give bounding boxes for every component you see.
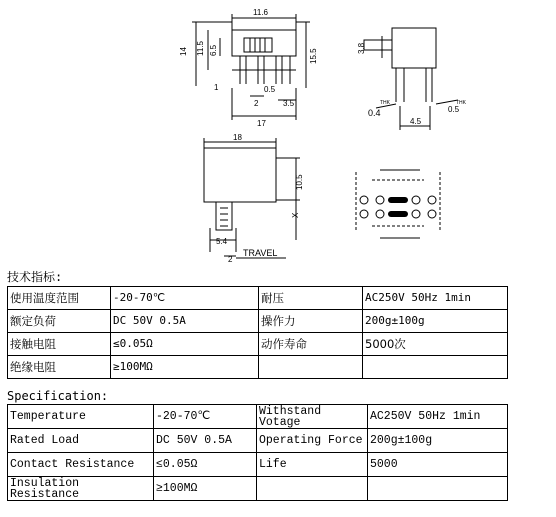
cell-label: Contact Resistance (8, 453, 154, 477)
cell-value: 5000 (368, 453, 508, 477)
dim-18: 18 (233, 133, 242, 142)
cell-value: ≥100MΩ (154, 477, 257, 501)
cell-value: DC 50V 0.5A (111, 310, 259, 333)
travel-label: TRAVEL (243, 248, 278, 258)
dim-thk-1: THK (380, 100, 390, 106)
cell-empty (259, 356, 363, 379)
table-row (8, 477, 508, 501)
switch-body-bottom (204, 148, 276, 202)
cell-value: AC250V 50Hz 1min (368, 405, 508, 429)
dim-10-5: 10.5 (295, 174, 304, 190)
cell-value: 200g±100g (363, 310, 508, 333)
dim-15-5: 15.5 (309, 48, 318, 64)
cell-label: 绝缘电阻 (8, 356, 111, 379)
table-row (8, 429, 508, 453)
cell-value: ≥100MΩ (111, 356, 259, 379)
dim-5-4: 5.4 (216, 237, 228, 246)
dim-3-5: 3.5 (283, 99, 295, 108)
cell-empty (363, 356, 508, 379)
dim-1: 1 (214, 83, 219, 92)
dim-0-4: 0.4 (368, 108, 381, 118)
dim-11-6: 11.6 (253, 8, 268, 17)
spec-table-cn (7, 286, 508, 379)
section-title-cn: 技术指标: (7, 270, 63, 284)
cell-label: 额定负荷 (8, 310, 111, 333)
spec-table-en (7, 404, 508, 501)
cell-label: Insulation Resistance (8, 477, 154, 501)
cell-value: ≤0.05Ω (154, 453, 257, 477)
dim-0-5b: 0.5 (448, 105, 460, 114)
cell-label: Withstand Votage (257, 405, 368, 429)
table-row (8, 287, 508, 310)
actuator-outline (244, 38, 272, 52)
cell-label: 使用温度范围 (8, 287, 111, 310)
dim-2b: 2 (228, 255, 233, 264)
cell-label: Rated Load (8, 429, 154, 453)
cell-label: 操作力 (259, 310, 363, 333)
table-row (8, 356, 508, 379)
dim-thk-2: THK (456, 100, 466, 106)
cell-value: DC 50V 0.5A (154, 429, 257, 453)
dim-x: X (291, 212, 300, 218)
cell-label: Temperature (8, 405, 154, 429)
cell-label: 耐压 (259, 287, 363, 310)
dim-3-8: 3.8 (357, 42, 366, 54)
dim-11-5: 11.5 (196, 41, 205, 56)
cell-empty (257, 477, 368, 501)
switch-body-side (392, 28, 436, 68)
cell-value: 200g±100g (368, 429, 508, 453)
cell-empty (368, 477, 508, 501)
cell-label: Operating Force (257, 429, 368, 453)
cell-label: 接触电阻 (8, 333, 111, 356)
cell-label: Life (257, 453, 368, 477)
cell-value: 5000次 (363, 333, 508, 356)
section-title-en: Specification: (7, 389, 109, 403)
dim-0-5a: 0.5 (264, 85, 276, 94)
cell-value: AC250V 50Hz 1min (363, 287, 508, 310)
dim-2: 2 (254, 99, 259, 108)
dim-14: 14 (179, 47, 188, 56)
dim-17: 17 (257, 119, 266, 128)
cell-value: -20-70℃ (154, 405, 257, 429)
table-row (8, 405, 508, 429)
table-row (8, 333, 508, 356)
table-row (8, 310, 508, 333)
table-row (8, 453, 508, 477)
cell-value: ≤0.05Ω (111, 333, 259, 356)
dim-4-5: 4.5 (410, 117, 422, 126)
dim-6-5: 6.5 (209, 44, 218, 56)
cell-label: 动作寿命 (259, 333, 363, 356)
cell-value: -20-70℃ (111, 287, 259, 310)
